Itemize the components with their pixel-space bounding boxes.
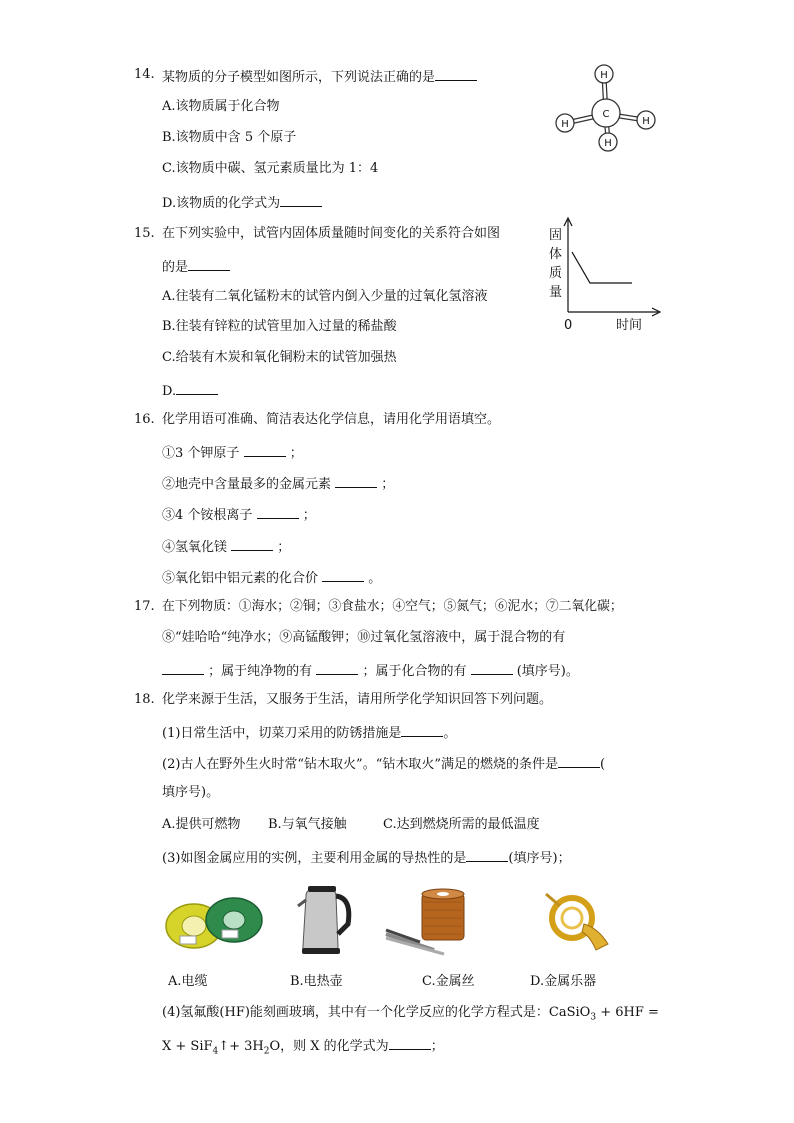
answer-blank[interactable] — [188, 256, 230, 271]
option-d[interactable]: D.该物质的化学式为 — [162, 192, 322, 213]
sub-question-4: (4)氢氟酸(HF)能刻画玻璃，其中有一个化学反应的化学方程式是：CaSiO$_3$ + 6HF = — [162, 1005, 659, 1023]
answer-blank[interactable] — [231, 536, 273, 551]
sub-question-4-continued: X + SiF$_4$↑+ $3H_2O$，则 X 的化学式为 ； — [162, 1035, 444, 1061]
horn-picture — [538, 884, 614, 956]
question-stem: 化学来源于生活，又服务于生活，请用所学化学知识回答下列问题。 — [162, 692, 553, 707]
sub-question-1: (1)日常生活中，切菜刀采用的防锈措施是 。 — [162, 722, 456, 743]
answer-blank[interactable] — [316, 660, 358, 675]
metal-wire-picture — [384, 884, 478, 956]
fill-item: ③4 个铵根离子 ； — [162, 504, 316, 525]
option-b[interactable]: B.往装有锌粒的试管里加入过量的稀盐酸 — [162, 319, 397, 334]
question-number: 16. — [134, 412, 155, 427]
answer-blank[interactable] — [471, 660, 513, 675]
option-c[interactable]: C.给装有木炭和氧化铜粉末的试管加强热 — [162, 350, 397, 365]
question-stem: 化学用语可准确、简洁表达化学信息，请用化学用语填空。 — [162, 412, 501, 427]
y-axis-label-char: 固 — [549, 228, 563, 243]
question-stem-continued: ⑧“娃哈哈“纯净水；⑨高锰酸钾；⑩过氧化氢溶液中，属于混合物的有 — [162, 630, 566, 645]
atom-label: H — [642, 116, 650, 127]
atom-label: H — [604, 138, 612, 149]
answer-blank[interactable] — [176, 380, 218, 395]
option-c[interactable]: C.达到燃烧所需的最低温度 — [383, 817, 540, 832]
equation-reactants: CaSiO$_3$ + 6HF = — [548, 1005, 659, 1023]
answer-blank[interactable] — [401, 722, 443, 737]
kettle-picture — [296, 884, 354, 956]
sub-question-2: (2)古人在野外生火时常“钻木取火”。“钻木取火”满足的燃烧的条件是 ( — [162, 753, 605, 774]
answer-blank[interactable] — [389, 1035, 431, 1050]
y-axis-label-char: 质 — [549, 266, 563, 281]
option-d[interactable]: D. — [162, 380, 218, 401]
graph-curve — [572, 252, 632, 283]
fill-item: ①3 个钾原子 ； — [162, 442, 303, 463]
question-stem-continued: ；属于纯净物的有 ；属于化合物的有 (填序号)。 — [162, 660, 579, 681]
option-b[interactable]: B.该物质中含 5 个原子 — [162, 130, 297, 145]
y-axis-label-char: 体 — [549, 247, 563, 262]
picture-label-c: C.金属丝 — [422, 974, 475, 989]
question-number: 17. — [134, 599, 155, 614]
atom-label: H — [600, 70, 608, 81]
answer-blank[interactable] — [335, 473, 377, 488]
x-axis-label: 时间 — [616, 318, 643, 333]
fill-item: ⑤氧化铝中铝元素的化合价 。 — [162, 567, 381, 588]
molecule-model — [548, 62, 664, 154]
answer-blank[interactable] — [322, 567, 364, 582]
mass-time-graph — [540, 212, 666, 338]
question-number: 18. — [134, 692, 155, 707]
answer-blank[interactable] — [558, 753, 600, 768]
question-number: 15. — [134, 226, 155, 241]
question-stem: 某物质的分子模型如图所示，下列说法正确的是 — [162, 66, 477, 87]
picture-label-a: A.电缆 — [168, 974, 208, 989]
question-number: 14. — [134, 67, 155, 82]
y-axis-label-char: 量 — [549, 285, 563, 300]
answer-blank[interactable] — [466, 847, 508, 862]
atom-label: H — [561, 119, 569, 130]
question-stem: 在下列实验中，试管内固体质量随时间变化的关系符合如图 — [162, 226, 501, 241]
option-b[interactable]: B.与氧气接触 — [268, 817, 347, 832]
atom-label: C — [602, 109, 610, 120]
fill-item: ②地壳中含量最多的金属元素 ； — [162, 473, 394, 494]
option-a[interactable]: A.该物质属于化合物 — [162, 99, 280, 114]
answer-blank[interactable] — [244, 442, 286, 457]
cable-picture — [160, 884, 272, 956]
picture-label-d: D.金属乐器 — [530, 974, 597, 989]
answer-blank[interactable] — [257, 504, 299, 519]
fill-item: ④氢氧化镁 ； — [162, 536, 290, 557]
option-c[interactable]: C.该物质中碳、氢元素质量比为 1：4 — [162, 161, 379, 176]
answer-blank[interactable] — [435, 66, 477, 81]
sub-question-3: (3)如图金属应用的实例，主要利用金属的导热性的是 (填序号)； — [162, 847, 571, 868]
sub-question-2-continued: 填序号)。 — [162, 785, 220, 800]
question-stem-continued: 的是 — [162, 256, 230, 277]
answer-blank[interactable] — [162, 660, 204, 675]
origin-label: 0 — [564, 318, 573, 333]
option-a[interactable]: A.提供可燃物 — [162, 817, 241, 832]
question-stem: 在下列物质：①海水；②铜；③食盐水；④空气；⑤氮气；⑥泥水；⑦二氧化碳； — [162, 599, 623, 614]
option-a[interactable]: A.往装有二氧化锰粉末的试管内倒入少量的过氧化氢溶液 — [162, 289, 488, 304]
picture-label-b: B.电热壶 — [290, 974, 343, 989]
answer-blank[interactable] — [280, 192, 322, 207]
